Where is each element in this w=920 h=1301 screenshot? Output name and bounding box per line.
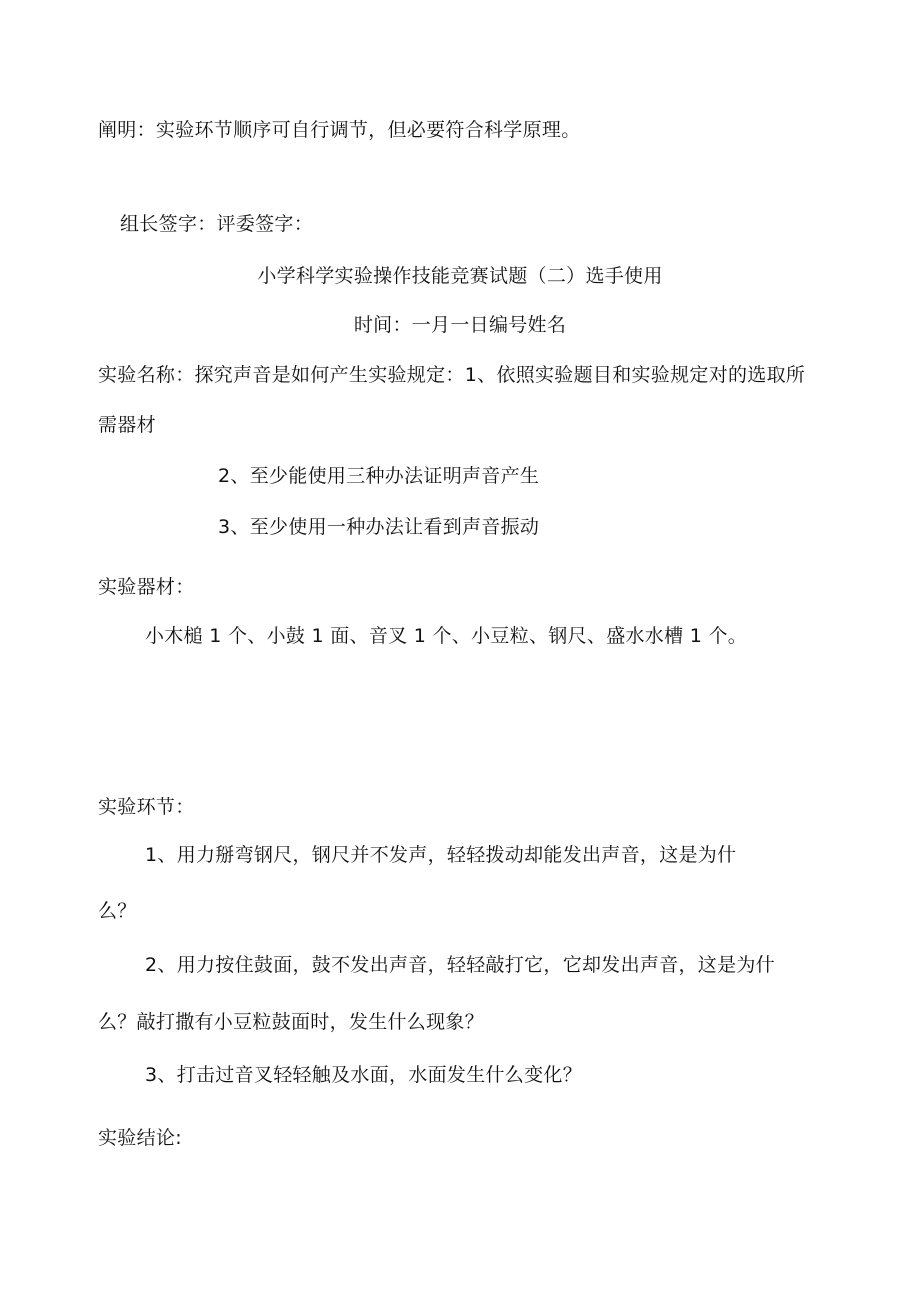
step-3: 3、打击过音叉轻轻触及水面，水面发生什么变化？	[145, 1064, 582, 1086]
time-line: 时间：一月一日编号姓名	[353, 314, 567, 336]
requirement-3: 3、至少使用一种办法让看到声音振动	[218, 516, 540, 538]
page-title: 小学科学实验操作技能竞赛试题（二）选手使用	[257, 265, 663, 287]
requirement-2: 2、至少能使用三种办法证明声音产生	[218, 465, 540, 487]
materials-heading: 实验器材：	[98, 576, 195, 598]
step-2-line-2: 么？敲打撒有小豆粒鼓面时，发生什么现象？	[98, 1011, 485, 1033]
note-text: 阐明：实验环节顺序可自行调节，但必要符合科学原理。	[98, 119, 581, 141]
experiment-name-line-continued: 需器材	[98, 414, 156, 436]
step-1-line-1: 1、用力掰弯钢尺，钢尺并不发声，轻轻拨动却能发出声音，这是为什	[145, 844, 737, 866]
materials-list: 小木槌 1 个、小鼓 1 面、音叉 1 个、小豆粒、钢尺、盛水水槽 1 个。	[145, 625, 748, 647]
conclusion-heading: 实验结论:	[98, 1127, 182, 1149]
steps-heading: 实验环节：	[98, 796, 195, 818]
step-2-line-1: 2、用力按住鼓面，鼓不发出声音，轻轻敲打它，它却发出声音，这是为什	[145, 954, 775, 976]
signature-line: 组长签字：评委签字：	[120, 213, 314, 235]
experiment-name-line: 实验名称：探究声音是如何产生实验规定：1、依照实验题目和实验规定对的选取所	[98, 364, 806, 386]
step-1-line-2: 么？	[98, 900, 137, 922]
